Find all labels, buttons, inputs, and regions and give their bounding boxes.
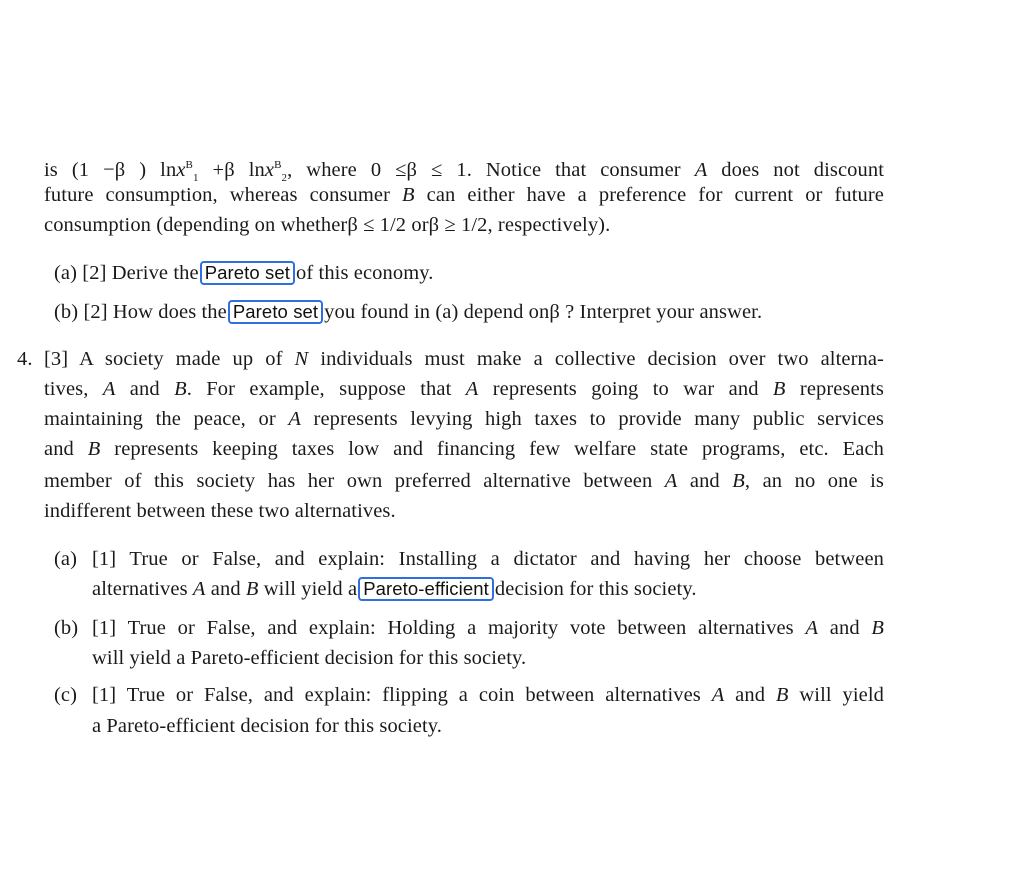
highlight-pareto-set-2[interactable]: Pareto set	[228, 300, 323, 324]
part-label: (b)	[54, 617, 79, 639]
highlight-pareto-efficient[interactable]: Pareto-efficient	[358, 577, 494, 601]
math-var: B	[245, 578, 259, 600]
math-superscript: B	[274, 159, 282, 171]
math-superscript: B	[185, 159, 193, 171]
question-text: will yield a	[258, 578, 358, 600]
points-label: [2]	[83, 301, 108, 323]
math-var: B	[87, 438, 101, 460]
intro-text: future consumption, whereas consumer	[44, 184, 403, 206]
question-text: alternatives	[92, 578, 193, 600]
math-var: B	[772, 378, 786, 400]
q4-part-c-line-2	[92, 714, 442, 738]
intro-text: , where 0 ≤β ≤ 1. Notice that consumer	[287, 158, 695, 181]
intro-text: +β ln	[198, 158, 265, 181]
math-var: x	[264, 158, 275, 181]
question-text: maintaining the peace, or	[44, 408, 289, 430]
q4-number	[17, 347, 33, 371]
q4-line-1	[44, 347, 884, 371]
q4-line-5	[44, 469, 884, 493]
math-var: A	[664, 470, 678, 492]
part-label: (a)	[54, 262, 78, 284]
question-text: True or False, and explain: Installing a dictator and having her choose between	[129, 548, 884, 570]
question-text: and	[205, 578, 246, 600]
question-text: represents levying high taxes to provide many public services	[300, 408, 885, 430]
part-label: (c)	[54, 684, 78, 706]
question-text: a Pareto-efficient decision for this society.	[92, 715, 443, 737]
question-text: represents going to war and	[478, 378, 773, 400]
intro-line-2	[44, 183, 884, 207]
q4-part-a-line-1	[92, 547, 884, 571]
question-text: represents keeping taxes low and financing few welfare state programs, etc. Each	[100, 438, 885, 460]
q4-part-c-line-1	[92, 683, 884, 707]
math-var: B	[402, 184, 415, 206]
intro-text: consumption (depending on whetherβ ≤ 1/2 orβ ≥ 1/2, respectively).	[44, 214, 611, 236]
q4-part-b-line-2	[92, 646, 526, 670]
math-var: B	[871, 617, 884, 639]
math-var: B	[174, 378, 187, 400]
points-label: [3]	[44, 348, 69, 370]
math-var: A	[694, 158, 708, 181]
question-text: True or False, and explain: flipping a coin between alternatives	[126, 684, 712, 706]
points-label: [1]	[92, 684, 117, 706]
part-label: (a)	[54, 548, 78, 570]
math-var: A	[805, 617, 819, 639]
math-var: B	[732, 470, 745, 492]
question-text: True or False, and explain: Holding a majority vote between alternatives	[127, 617, 806, 639]
math-var: A	[711, 684, 725, 706]
question-text: tives,	[44, 378, 103, 400]
math-var: A	[192, 578, 206, 600]
question-text: . For example, suppose that	[186, 378, 466, 400]
question-text: individuals must make a collective decision over two alterna-	[308, 348, 884, 370]
highlight-pareto-set-1[interactable]: Pareto set	[200, 261, 295, 285]
q3-part-a	[54, 261, 434, 285]
q4-line-4	[44, 437, 884, 461]
question-text: and	[44, 438, 88, 460]
question-text: A society made up of	[79, 348, 295, 370]
math-var: N	[294, 348, 309, 370]
question-text: decision for this society.	[494, 578, 697, 600]
question-text: Derive the	[111, 262, 199, 284]
question-text: will yield a Pareto-efficient decision for this society.	[92, 647, 527, 669]
math-var: x	[176, 158, 186, 181]
question-text: and	[818, 617, 872, 639]
question-text: represents	[785, 378, 884, 400]
q4-part-a-label	[54, 547, 77, 571]
math-subscript: 2	[281, 171, 288, 184]
q4-line-3	[44, 407, 884, 431]
question-text: of this economy.	[296, 262, 434, 284]
q4-line-6	[44, 499, 396, 523]
math-var: B	[775, 684, 789, 706]
intro-line-3	[44, 213, 610, 237]
q4-part-b-line-1	[92, 616, 884, 640]
question-text: you found in (a) depend onβ ? Interpret your answer.	[324, 301, 763, 323]
points-label: [1]	[92, 548, 117, 570]
q4-part-a-line-2	[92, 577, 697, 601]
question-text: , an no one is	[744, 470, 884, 492]
question-text: How does the	[112, 301, 227, 323]
q4-part-b-label	[54, 616, 78, 640]
math-var: A	[465, 378, 479, 400]
question-text: member of this society has her own preferred alternative between	[44, 470, 665, 492]
math-var: A	[102, 378, 116, 400]
points-label: [2]	[82, 262, 107, 284]
question-text: will yield	[788, 684, 884, 706]
math-var: A	[288, 408, 301, 430]
question-text: and	[115, 378, 175, 400]
intro-text: is (1 −β ) ln	[44, 158, 177, 181]
intro-text: can either have a preference for current or future	[414, 184, 884, 206]
question-text: indifferent between these two alternatives.	[44, 500, 396, 522]
question-text: and	[724, 684, 776, 706]
q4-line-2	[44, 377, 884, 401]
q4-part-c-label	[54, 683, 77, 707]
question-text: and	[677, 470, 733, 492]
part-label: (b)	[54, 301, 79, 323]
intro-text: does not discount	[707, 158, 884, 181]
question-number: 4.	[17, 348, 33, 370]
q3-part-b	[54, 300, 762, 324]
math-subscript: 1	[192, 171, 199, 184]
points-label: [1]	[92, 617, 117, 639]
